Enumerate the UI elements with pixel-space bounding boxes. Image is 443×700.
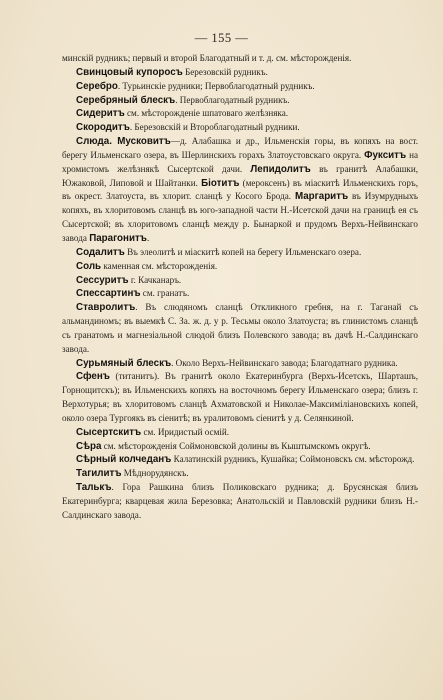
locality-text: въ Изумрудныхъ копяхъ, въ хлоритовомъ сланцѣ въ юго-западной части Н.-Исетской дачи на границѣ ея съ Сысертской; въ хлоритовомъ сланцѣ между р. Бынаркой и прудомъ Верхъ-Нейвинскаго завода xyxy=(62,191,418,243)
locality-text: см. гранатъ. xyxy=(140,288,190,299)
locality-text: (мероксенъ) въ міаскитѣ Ильменскихъ горъ, въ окрест. Златоуста, въ хлорит. сланцѣ у Косого Брода. xyxy=(62,177,418,202)
mineral-name: Біотитъ xyxy=(201,177,240,189)
continued-paragraph xyxy=(62,52,418,66)
mineral-entry xyxy=(62,274,418,288)
mineral-entry xyxy=(62,80,418,94)
locality-text: г. Качканаръ. xyxy=(128,274,182,285)
mineral-name: Спессартинъ xyxy=(76,288,141,300)
mineral-name: Сѣрный колчеданъ xyxy=(76,454,172,466)
mineral-entry xyxy=(62,94,418,108)
mineral-name: Слюда. Мусковитъ xyxy=(76,136,171,148)
mineral-name: Лепидолитъ xyxy=(250,163,311,175)
mineral-name: Соль xyxy=(76,260,102,272)
mineral-entry xyxy=(62,135,418,246)
mineral-entry xyxy=(62,370,418,425)
locality-text: см. мѣсторожденіе шпатоваго желѣзняка. xyxy=(124,108,289,119)
locality-text: см. мѣсторожденія Соймоновской долины въ Кыштымскомъ округѣ. xyxy=(101,440,371,451)
mineral-name: Тагилитъ xyxy=(76,468,122,480)
locality-text: . Первоблагодатный рудникъ. xyxy=(175,94,290,105)
mineral-entry xyxy=(62,357,418,371)
locality-text: каменная см. мѣсторожденія. xyxy=(101,260,218,271)
mineral-entry xyxy=(62,453,418,467)
mineral-name: Сурьмяный блескъ xyxy=(76,357,172,369)
mineral-name: Сфенъ xyxy=(76,371,110,383)
mineral-entry xyxy=(62,107,418,121)
mineral-name: Сидеритъ xyxy=(76,108,125,120)
locality-text: Мѣднорудянскъ. xyxy=(121,468,189,479)
mineral-name: Фукситъ xyxy=(364,149,407,161)
mineral-entry xyxy=(62,440,418,454)
mineral-name: Скородитъ xyxy=(76,122,130,134)
locality-text: въ гранитѣ Алабашки, Южаковой, Липовой и Шайтанки. xyxy=(62,163,418,188)
mineral-entry xyxy=(62,260,418,274)
mineral-entry xyxy=(62,121,418,135)
locality-text: на хромистомъ желѣзнякѣ Сысертской дачи. xyxy=(62,149,419,174)
locality-text: Березовскій рудникъ. xyxy=(182,66,268,77)
locality-text: —д. Алабашка и др., Ильменскія горы, въ копяхъ на вост. берегу Ильменскаго озера, въ Шерлинскихъ горахъ Златоустовскаго округа. xyxy=(62,136,418,160)
page-number: — 155 — xyxy=(194,31,249,45)
mineral-name: Свинцовый купоросъ xyxy=(76,66,183,78)
mineral-entry xyxy=(62,467,418,481)
locality-text: Калатинскій рудникъ, Кушайка; Соймоновскъ см. мѣсторожд. xyxy=(171,454,415,465)
locality-text: . Березовскій и Второблагодатный рудники. xyxy=(129,122,300,133)
locality-text: . Въ слюдяномъ сланцѣ Откликного гребня, на г. Таганай съ альмандиномъ; въ выемкѣ С. За. ж. д. у р. Тесьмы около Златоуста; въ глинистомъ сланцѣ съ гранатомъ и магнезіальной слюдой близъ Полевского завода; въ дачѣ Н.-Салдинскаго завода. xyxy=(62,302,418,354)
mineral-name: Маргаритъ xyxy=(294,191,349,203)
mineral-name: Парагонитъ xyxy=(89,232,147,244)
mineral-name: Ставролитъ xyxy=(76,302,136,314)
mineral-entry xyxy=(62,66,418,80)
locality-text: . xyxy=(146,232,150,243)
mineral-name: Серебряный блескъ xyxy=(76,94,176,106)
mineral-entry xyxy=(62,301,418,356)
locality-text: . Гора Рашкина близъ Поликовскаго рудника; д. Брусянская близъ Екатеринбурга; кварцевая жила Березовка; Анатольскій и Павловскій рудники близъ Н.-Салдинскаго завода. xyxy=(62,482,418,520)
locality-text: Въ элеолитѣ и міаскитѣ копей на берегу Ильменскаго озера. xyxy=(124,246,362,257)
mineral-entry xyxy=(62,426,418,440)
mineral-entry xyxy=(62,287,418,301)
mineral-name: Серебро xyxy=(76,80,118,92)
mineral-name: Сессуритъ xyxy=(76,274,129,286)
mineral-entry xyxy=(62,481,418,523)
locality-text: (титанитъ). Въ гранитѣ около Екатеринбурга (Верхъ-Исетскъ, Шарташъ, Горнощитскъ); въ Ильменскихъ копяхъ на восточномъ берегу Ильменскаго озера; близъ г. Верхотурья; въ хлоритовомъ сланцѣ Ахматовской и Николае-Максиміліановскихъ копей, около озера Тургоякъ въ сіенитѣ; въ уралитовомъ сіенитѣ у д. Селянкиной. xyxy=(62,371,418,423)
locality-text: см. Иридистый осмій. xyxy=(141,426,230,437)
mineral-name: Сысертскитъ xyxy=(76,426,142,438)
mineral-name: Талькъ xyxy=(76,482,112,494)
locality-text: минскій рудникъ; первый и второй Благодатный и т. д. см. мѣсторожденія. xyxy=(62,53,352,63)
mineral-index-text xyxy=(62,52,418,523)
locality-text: . Около Верхъ-Нейвинскаго завода; Благодатнаго рудника. xyxy=(171,357,398,368)
locality-text: . Турьинскіе рудники; Первоблагодатный рудникъ. xyxy=(117,80,315,91)
mineral-entry xyxy=(62,246,418,260)
mineral-name: Сѣра xyxy=(76,440,102,452)
mineral-name: Содалитъ xyxy=(76,246,125,258)
